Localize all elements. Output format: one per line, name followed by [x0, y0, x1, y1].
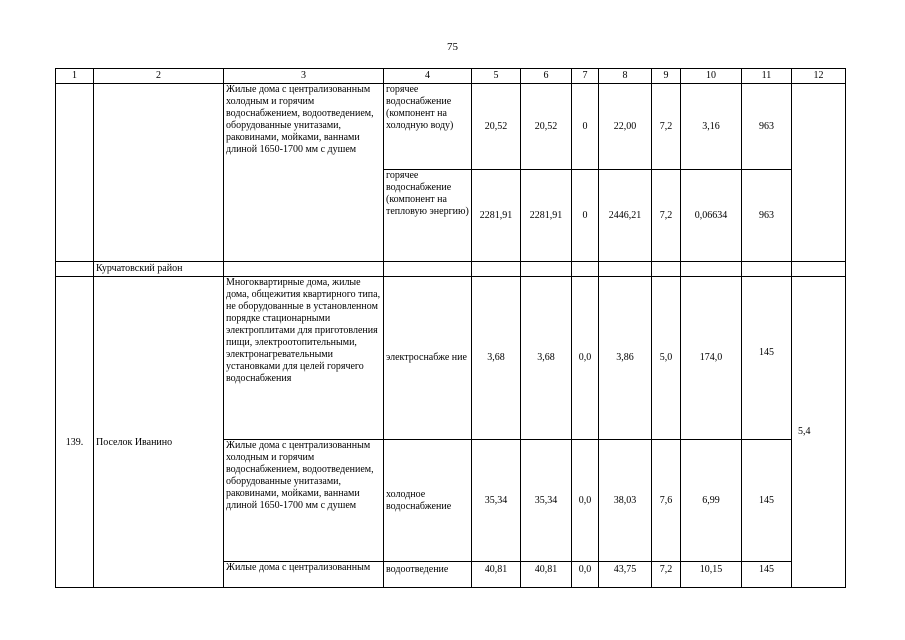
- value-cell: 40,81: [472, 562, 521, 588]
- value-cell: 0: [572, 84, 599, 170]
- empty-cell: [652, 262, 681, 277]
- value-cell: 7,2: [652, 170, 681, 262]
- service-cell: горячее водоснабжение (компонент на тепловую энергию): [384, 170, 472, 262]
- value-cell: 145: [742, 440, 792, 562]
- header-cell: 12: [792, 69, 846, 84]
- value-cell: 35,34: [472, 440, 521, 562]
- empty-cell: [572, 262, 599, 277]
- district-name: Курчатовский район: [94, 262, 224, 277]
- value-cell: 0,0: [572, 562, 599, 588]
- value-cell: 963: [742, 84, 792, 170]
- header-cell: 2: [94, 69, 224, 84]
- service-cell: холодное водоснабжение: [384, 440, 472, 562]
- service-cell: водоотведение: [384, 562, 472, 588]
- value-cell: 145: [742, 277, 792, 440]
- value-cell: 3,86: [599, 277, 652, 440]
- empty-cell: [56, 262, 94, 277]
- empty-cell: [742, 262, 792, 277]
- value-cell: 10,15: [681, 562, 742, 588]
- col12-cell: [792, 84, 846, 262]
- value-cell: 963: [742, 170, 792, 262]
- description-cell: Жилые дома с централизованным: [224, 562, 384, 588]
- tariff-table: [55, 68, 846, 588]
- value-cell: 6,99: [681, 440, 742, 562]
- header-cell: 8: [599, 69, 652, 84]
- empty-cell: [384, 262, 472, 277]
- value-cell: 0,0: [572, 277, 599, 440]
- col12-cell: 5,4: [792, 277, 846, 588]
- value-cell: 7,6: [652, 440, 681, 562]
- value-cell: 3,16: [681, 84, 742, 170]
- empty-cell: [681, 262, 742, 277]
- value-cell: 7,2: [652, 84, 681, 170]
- value-cell: 0,0: [572, 440, 599, 562]
- empty-cell: [472, 262, 521, 277]
- empty-cell: [521, 262, 572, 277]
- value-cell: 3,68: [472, 277, 521, 440]
- value-cell: 174,0: [681, 277, 742, 440]
- district-row: [56, 262, 846, 277]
- header-cell: 11: [742, 69, 792, 84]
- table-row: [56, 277, 846, 440]
- value-cell: 2281,91: [521, 170, 572, 262]
- header-cell: 5: [472, 69, 521, 84]
- header-cell: 10: [681, 69, 742, 84]
- value-cell: 2281,91: [472, 170, 521, 262]
- service-cell: горячее водоснабжение (компонент на холодную воду): [384, 84, 472, 170]
- description-cell: Жилые дома с централизованным холодным и горячим водоснабжением, водоотведением, оборудованные унитазами, раковинами, мойками, ваннами длиной 1650-1700 мм с душем: [224, 84, 384, 262]
- description-cell: Жилые дома с централизованным холодным и горячим водоснабжением, водоотведением, оборудованные унитазами, раковинами, мойками, ваннами длиной 1650-1700 мм с душем: [224, 440, 384, 562]
- header-cell: 1: [56, 69, 94, 84]
- value-cell: 7,2: [652, 562, 681, 588]
- header-cell: 6: [521, 69, 572, 84]
- service-cell: электроснабже ние: [384, 277, 472, 440]
- number-cell: 139.: [56, 277, 94, 588]
- locality-cell: [94, 84, 224, 262]
- value-cell: 43,75: [599, 562, 652, 588]
- header-cell: 3: [224, 69, 384, 84]
- value-cell: 20,52: [521, 84, 572, 170]
- page-number: 75: [447, 41, 458, 53]
- value-cell: 38,03: [599, 440, 652, 562]
- header-cell: 4: [384, 69, 472, 84]
- value-cell: 40,81: [521, 562, 572, 588]
- table-row: [56, 84, 846, 170]
- header-cell: 9: [652, 69, 681, 84]
- value-cell: 22,00: [599, 84, 652, 170]
- empty-cell: [224, 262, 384, 277]
- value-cell: 145: [742, 562, 792, 588]
- value-cell: 0,06634: [681, 170, 742, 262]
- header-cell: 7: [572, 69, 599, 84]
- value-cell: 20,52: [472, 84, 521, 170]
- locality-cell: Поселок Иванино: [94, 277, 224, 588]
- value-cell: 3,68: [521, 277, 572, 440]
- empty-cell: [792, 262, 846, 277]
- value-cell: 2446,21: [599, 170, 652, 262]
- empty-cell: [599, 262, 652, 277]
- value-cell: 0: [572, 170, 599, 262]
- value-cell: 35,34: [521, 440, 572, 562]
- value-cell: 5,0: [652, 277, 681, 440]
- number-cell: [56, 84, 94, 262]
- description-cell: Многоквартирные дома, жилые дома, общежития квартирного типа, не оборудованные в установленном порядке стационарными электроплитами для приготовления пищи, электроотопительными, электронагревательными установками для целей горячего водоснабжения: [224, 277, 384, 440]
- header-row: [56, 69, 846, 84]
